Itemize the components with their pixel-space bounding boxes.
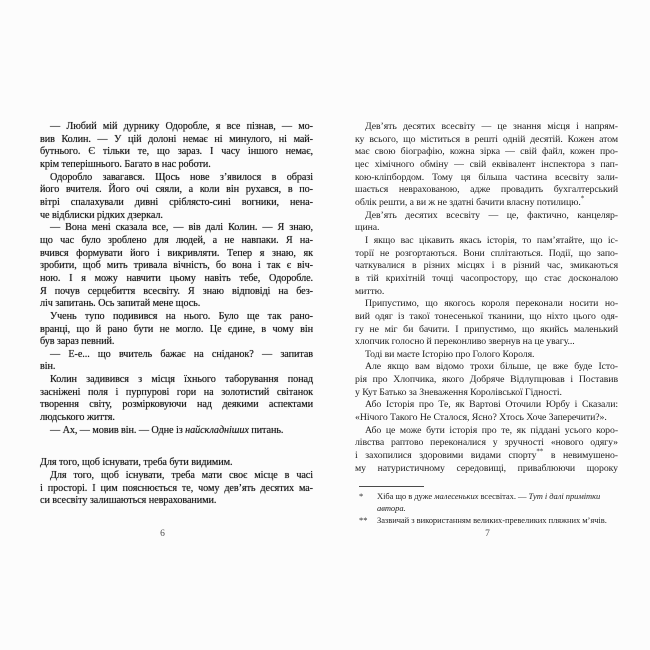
text-run: Колин задивився з місця їхнього таборування понад xyxy=(50,374,313,386)
footnotes xyxy=(355,491,618,526)
text-line xyxy=(355,412,618,425)
footnote xyxy=(355,515,618,527)
text-run: «Нічого Такого Не Сталося, Ясно? Хтось Хоче Заперечити?». xyxy=(355,412,607,424)
footnote-divider xyxy=(359,486,424,487)
footnote-reference-marker: ** xyxy=(536,447,544,456)
text-line xyxy=(355,298,618,311)
text-line xyxy=(355,172,618,185)
text-line xyxy=(40,470,313,483)
text-run: бутнього. Є тільки те, що зараз. І часу іншого немає, xyxy=(40,146,313,158)
footnote-reference-marker: * xyxy=(580,194,585,203)
text-run: — Ах, — мовив він. — Одне із xyxy=(50,424,186,436)
text-run: — Вона мені сказала все, — вів далі Колин. — Я знаю, xyxy=(50,222,313,234)
text-run: ку всього, що міститься в решті одній десятій. Кожен атом xyxy=(355,133,618,145)
text-line xyxy=(40,349,313,362)
right-page-lines xyxy=(355,121,618,475)
page-number-left: 6 xyxy=(160,529,165,539)
text-line xyxy=(40,495,313,508)
text-line xyxy=(40,260,313,273)
text-line xyxy=(40,197,313,210)
text-line xyxy=(40,159,313,172)
text-line xyxy=(40,399,313,412)
text-line xyxy=(355,447,618,463)
text-run: в тій крихітній точці часопростору, що стає досконалою xyxy=(355,272,618,284)
text-line xyxy=(40,324,313,337)
text-run: творення світу, розмірковуючи над деякими аспектами xyxy=(40,399,313,411)
text-line xyxy=(355,286,618,299)
text-run: Але якщо вам відомо трохи більше, це вже буде Істо- xyxy=(365,361,618,373)
text-line xyxy=(355,235,618,248)
text-run: си всесвіту залишаються неврахованими. xyxy=(40,495,217,507)
text-run: його вчителя. Його очі сяяли, а коли він рухався, в по- xyxy=(40,184,313,196)
text-run: має свою біографію, кожна зірка — свій файл, кожен про- xyxy=(355,146,618,158)
text-line xyxy=(40,184,313,197)
text-run: Для того, щоб існувати, треба бути видимим. xyxy=(40,457,233,469)
text-run: Учень тупо подивився на нього. Було ще так рано- xyxy=(50,310,313,322)
text-line xyxy=(40,336,313,349)
text-run: Або це може бути історія про те, як піддані усього коро- xyxy=(365,424,618,436)
text-line xyxy=(40,210,313,223)
text-line xyxy=(355,324,618,337)
footnote xyxy=(355,491,618,514)
text-run: засніжені поля і пурпурові гори на золотистий світанок xyxy=(40,386,313,398)
text-line xyxy=(355,425,618,438)
text-run: всесвітах. — xyxy=(478,491,529,502)
right-page-text xyxy=(355,121,618,526)
text-run: щина. xyxy=(355,222,380,234)
text-run: Припустимо, що якогось короля переконали носити но- xyxy=(365,298,618,310)
text-line xyxy=(40,146,313,159)
text-run: торії не розгортаються. Вони сплітаються. Події, що запо- xyxy=(355,247,618,259)
text-line xyxy=(40,457,313,470)
text-line xyxy=(355,222,618,235)
text-run: і захопилися здоровими видами спорту xyxy=(355,450,537,462)
text-run: облік решти, а ви ж не здатні бачити власну потилицю. xyxy=(355,196,581,208)
text-run: миттю. xyxy=(355,285,385,297)
text-line xyxy=(40,361,313,374)
text-line xyxy=(355,361,618,374)
text-run: ліч запитань. Ось запитай мене щось. xyxy=(40,298,201,310)
text-line xyxy=(355,336,618,349)
text-run: малесеньких xyxy=(434,491,479,502)
text-line xyxy=(40,286,313,299)
footnote-marker: ** xyxy=(359,514,368,525)
text-line xyxy=(355,387,618,400)
text-line xyxy=(355,399,618,412)
text-line xyxy=(40,387,313,400)
text-run: Я почув серцебиття всесвіту. Я знаю відповіді на без- xyxy=(40,285,313,297)
text-run: І якщо вас цікавить якась історія, то пам’ятайте, що іс- xyxy=(365,234,618,246)
text-run: лівства раптово переконалися у зручності «нового одягу» xyxy=(355,437,618,449)
text-run: і просторі. І цим пояснюється те, чому дев’ять десятих ма- xyxy=(40,482,313,494)
text-run: Або Історія про Те, як Вартові Оточили Юрбу і Сказали: xyxy=(365,399,618,411)
text-line xyxy=(40,425,313,438)
text-run: — Е-е... що вчитель бажає на сніданок? — запитав xyxy=(50,348,313,360)
text-line xyxy=(40,298,313,311)
text-line xyxy=(355,159,618,172)
text-line xyxy=(355,248,618,261)
text-run: Тоді ви маєте Історію про Голого Короля. xyxy=(365,348,535,360)
text-run: Тут і далі примітки автора. xyxy=(377,491,601,513)
text-run: крім теперішнього. Багато в нас роботи. xyxy=(40,158,211,170)
footnote-text xyxy=(377,515,607,525)
text-line xyxy=(355,273,618,286)
text-line xyxy=(355,463,618,476)
text-run: чаткувалися в різних місцях і в різний час, змикаються xyxy=(355,260,618,272)
text-run: вітрі спалахували дивні сріблясто-сині вогники, нена- xyxy=(40,196,313,208)
text-line xyxy=(40,172,313,185)
text-run: Дев’ять десятих всесвіту — це знання місця і напрям- xyxy=(365,121,618,132)
text-run: у Кут Батько за Зневаження Королівської Гідності. xyxy=(355,386,562,398)
text-run: шається неврахованою, адже провадить бухгалтерський xyxy=(355,184,618,196)
text-line xyxy=(40,134,313,147)
text-run: вранці, що й рано бути не могло. Це єдине, в чому він xyxy=(40,323,313,335)
text-run: — Любий мій дурнику Одоробле, я все пізнав, — мо- xyxy=(50,121,313,132)
text-run: людського життя. xyxy=(40,412,115,424)
text-line xyxy=(40,273,313,286)
text-run: хлопчик голосно й переконливо звернув на це увагу... xyxy=(355,336,575,348)
text-run: гу не міг би бачити. І припустимо, що якийсь маленький xyxy=(355,323,618,335)
text-run: вив Колин. — У цій долоні немає ні минулого, ні май- xyxy=(40,133,313,145)
text-run: вчився формувати його і викривляти. Тепер я знаю, як xyxy=(40,247,313,259)
text-run: питань. xyxy=(248,424,284,436)
text-line xyxy=(355,374,618,387)
text-run: кою-кліпбордом. Тому ця більша частина всесвіту зали- xyxy=(355,171,618,183)
text-run: Для того, щоб існувати, треба мати своє місце в часі xyxy=(50,470,313,482)
text-line xyxy=(355,311,618,324)
left-page-text xyxy=(40,121,313,508)
text-line xyxy=(40,248,313,261)
text-run: Дев’ять десятих всесвіту — це, фактично, канцеляр- xyxy=(365,209,618,221)
text-line xyxy=(355,349,618,362)
text-run: ною. І я можу навчити цьому навіть тебе, Одоробле. xyxy=(40,272,313,284)
text-run: найскладніших xyxy=(185,424,249,436)
text-line xyxy=(355,210,618,223)
text-run: був зараз певний. xyxy=(40,336,115,348)
text-run: Хіба що в дуже xyxy=(377,491,435,502)
text-line xyxy=(40,222,313,235)
text-line xyxy=(355,260,618,273)
text-run: цес хімічного обміну — свій еквівалент інспектора з пап- xyxy=(355,158,618,170)
text-line xyxy=(355,437,618,450)
text-line xyxy=(40,121,313,134)
text-line xyxy=(40,483,313,496)
text-line xyxy=(355,194,618,210)
text-run: му натуристичному середовищі, приваблюючи щороку xyxy=(355,462,618,474)
text-run: рія про Хлопчика, якого Добряче Відлупцював і Поставив xyxy=(355,374,618,386)
text-run: Одоробло завагався. Щось нове з’явилося в образі xyxy=(50,171,313,183)
text-run: що час було зроблено для людей, а не навпаки. Я на- xyxy=(40,234,313,246)
text-line xyxy=(40,412,313,425)
text-line xyxy=(40,374,313,387)
text-line xyxy=(40,235,313,248)
text-line xyxy=(40,311,313,324)
page-number-right: 7 xyxy=(485,529,490,539)
text-line xyxy=(355,121,618,134)
text-run: че відблиски рідких дзеркал. xyxy=(40,209,163,221)
text-line xyxy=(355,146,618,159)
text-line xyxy=(355,134,618,147)
text-run: вий одяг із такої тонесенької тканини, що ніхто цього одя- xyxy=(355,310,618,322)
text-run: зробити, щоб мить тривала вічність, бо вона і так є віч- xyxy=(40,260,313,272)
footnote-marker: * xyxy=(359,491,364,502)
text-run: він. xyxy=(40,361,56,373)
text-run: Зазвичай з використанням великих-превеликих пляжних м’ячів. xyxy=(377,514,607,525)
footnote-text xyxy=(377,491,600,513)
text-run: в невимушено- xyxy=(543,450,618,462)
text-line xyxy=(355,184,618,197)
